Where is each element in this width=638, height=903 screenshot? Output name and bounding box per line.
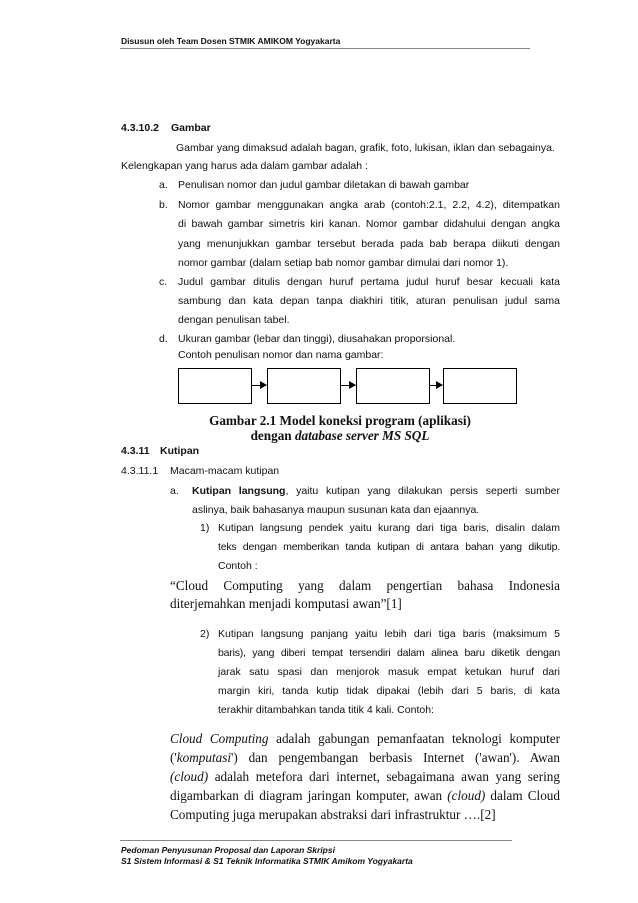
- list-item-line: terakhir ditambahkan tanda titik 4 kali. Contoh:: [218, 704, 434, 716]
- text-span: digambarkan di diagram jaringan komputer, awan: [170, 788, 448, 803]
- diagram-arrow: [430, 385, 442, 386]
- paragraph-line: Gambar yang dimaksud adalah bagan, grafik, foto, lukisan, iklan dan sebagainya.: [176, 142, 555, 154]
- caption-text: dengan: [250, 428, 295, 443]
- text-span: adalah gabungan pemanfaatan teknologi komputer: [268, 731, 560, 746]
- diagram-box: [178, 368, 252, 404]
- caption-line: Gambar 2.1 Model koneksi program (aplikasi): [209, 413, 471, 428]
- quote-line: “Cloud Computing yang dalam pengertian bahasa Indonesia: [170, 578, 560, 593]
- list-item-line: dengan penulisan tabel.: [178, 314, 290, 326]
- connection-diagram: [170, 362, 540, 410]
- page-header: Disusun oleh Team Dosen STMIK AMIKOM Yogyakarta: [121, 36, 341, 46]
- list-item-line: Penulisan nomor dan judul gambar diletakan di bawah gambar: [178, 179, 470, 191]
- section-number: 4.3.10.2: [121, 122, 159, 134]
- figure-caption: [120, 413, 560, 443]
- paragraph-line: Kelengkapan yang harus ada dalam gambar adalah :: [121, 160, 368, 172]
- footer-line: S1 Sistem Informasi & S1 Teknik Informatika STMIK Amikom Yogyakarta: [121, 856, 413, 866]
- italic-term: (cloud): [170, 769, 209, 784]
- quote-line: [170, 786, 560, 805]
- list-item-line: [192, 481, 560, 501]
- quote-line: [170, 729, 560, 748]
- list-marker: 2): [200, 628, 210, 640]
- diagram-box: [267, 368, 341, 404]
- list-item-line: margin kiri, tanda kutip tidak dipakai (lebih dari 5 baris, di kata: [218, 685, 560, 697]
- text-span: , yaitu kutipan yang dilakukan persis seperti sumber: [285, 485, 560, 497]
- list-item-line: aslinya, baik bahasanya maupun susunan kata dan ejaannya.: [192, 504, 480, 516]
- list-item-line: Kutipan langsung panjang yaitu lebih dari tiga baris (maksimum 5: [218, 628, 560, 640]
- quote-line: [170, 748, 560, 767]
- diagram-box: [356, 368, 430, 404]
- list-item-line: teks dengan memberikan tanda kutipan di antara bahan yang dikutip.: [218, 541, 560, 553]
- list-item-line: di bawah gambar simetris kiri kanan. Nomor gambar didahului dengan angka: [178, 218, 560, 230]
- diagram-arrow: [252, 385, 266, 386]
- list-marker: a.: [159, 179, 168, 191]
- italic-term: komputasi: [176, 750, 231, 765]
- italic-term: Cloud Computing: [170, 731, 269, 746]
- section-title: Gambar: [171, 122, 211, 134]
- list-item-line: Kutipan langsung pendek yaitu kurang dari tiga baris, disalin dalam: [218, 522, 560, 534]
- list-item-line: nomor gambar (dalam setiap bab nomor gambar dimulai dari nomor 1).: [178, 257, 509, 269]
- list-marker: c.: [159, 276, 168, 288]
- quote-line: diterjemahkan menjadi komputasi awan”[1]: [170, 596, 402, 611]
- quote-line: [170, 767, 560, 786]
- footer-line: Pedoman Penyusunan Proposal dan Laporan Skripsi: [121, 845, 335, 855]
- list-item-line: Contoh :: [218, 560, 258, 572]
- list-item-line: Contoh penulisan nomor dan nama gambar:: [178, 349, 384, 361]
- list-marker: a.: [170, 485, 179, 497]
- list-item-line: jarak satu spasi dan menjorok masuk empat ketukan huruf dari: [218, 666, 560, 678]
- list-marker: d.: [159, 333, 168, 345]
- text-span: adalah metefora dari internet, sebagaimana awan yang sering: [208, 769, 560, 784]
- term-bold: Kutipan langsung: [192, 485, 286, 497]
- subsection-title: Macam-macam kutipan: [170, 465, 280, 477]
- subsection-number: 4.3.11.1: [121, 465, 159, 477]
- diagram-arrow: [341, 385, 355, 386]
- list-item-line: yang menunjukkan gambar tersebut berada pada bab berapa diikuti dengan: [178, 238, 560, 250]
- header-rule: [120, 48, 530, 49]
- list-item-line: Judul gambar ditulis dengan huruf pertama judul huruf besar kecuali kata: [178, 276, 560, 288]
- section-title: Kutipan: [160, 445, 200, 457]
- list-marker: b.: [159, 199, 168, 211]
- footer-rule: [120, 840, 512, 841]
- section-number: 4.3.11: [121, 445, 150, 457]
- text-span: dalam Cloud: [485, 788, 560, 803]
- list-item-line: baris), yang diberi tempat tersendiri dalam alinea baru diketik dengan: [218, 647, 560, 659]
- diagram-box: [443, 368, 517, 404]
- quote-line: Computing juga merupakan abstraksi dari infrastruktur ….[2]: [170, 807, 496, 822]
- list-item-line: sambung dan kata depan tanpa diakhiri titik, aturan penulisan judul sama: [178, 295, 560, 307]
- list-item-line: Nomor gambar menggunakan angka arab (contoh:2.1, 2.2, 4.2), ditempatkan: [178, 199, 560, 211]
- list-item-line: Ukuran gambar (lebar dan tinggi), diusahakan proporsional.: [178, 333, 456, 345]
- text-span: (': [170, 750, 177, 765]
- list-marker: 1): [200, 522, 210, 534]
- caption-italic: database server MS SQL: [294, 428, 430, 443]
- text-span: ') dan pengembangan berbasis Internet ('awan'). Awan: [231, 750, 560, 765]
- italic-term: (cloud): [447, 788, 486, 803]
